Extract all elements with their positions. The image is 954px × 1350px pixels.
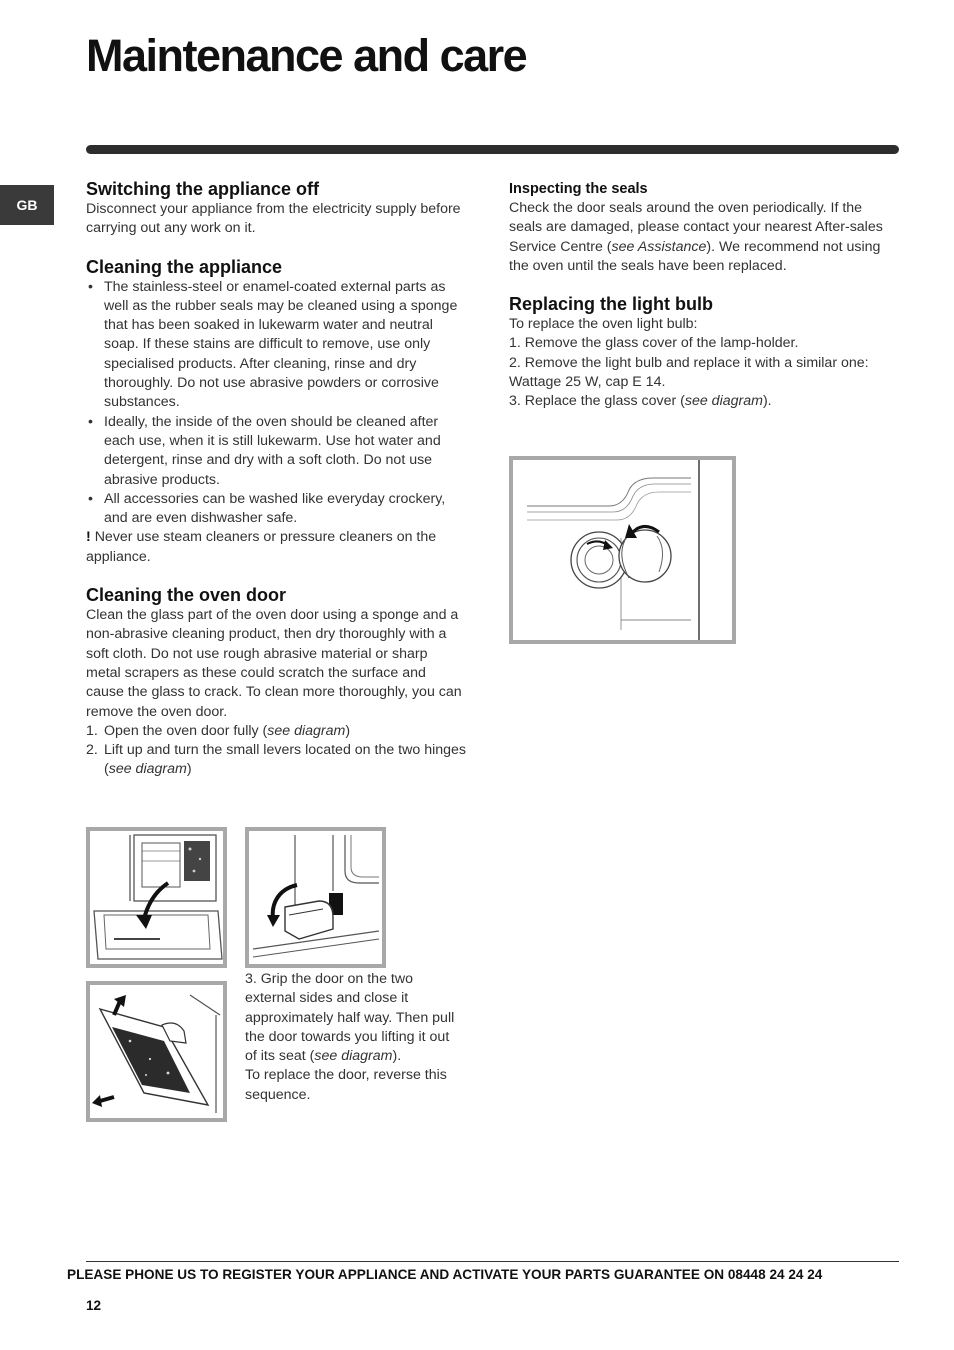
list-item-text: The stainless-steel or enamel-coated external parts as well as the rubber seals may be cleaned using a sponge that has been soaked in lukewarm water and neutral soap. If these stains are difficult to remove, use only specialised products. After cleaning, rinse and dry thoroughly. Do not use abrasive powders or corrosive substances.	[104, 278, 458, 411]
bullet-icon: •	[88, 490, 93, 507]
bullet-icon: •	[88, 278, 93, 295]
step-text: 3. Grip the door on the two external sides and close it approximately half way. Then pull the door towards you lifting it out of its seat (	[245, 971, 455, 1065]
bulb-step-2: 2. Remove the light bulb and replace it with a similar one: Wattage 25 W, cap E 14.	[509, 354, 869, 391]
section-text: Disconnect your appliance from the electricity supply before carrying out any work on it.	[86, 201, 461, 237]
text-part: ). We recommend not using the oven until the seals have been replaced.	[509, 238, 881, 274]
step-text: Lift up and turn the small levers located on the two hinges (	[104, 742, 466, 778]
language-tab: GB	[0, 185, 54, 225]
step-1	[86, 722, 466, 741]
section-text	[509, 199, 894, 276]
section-text: Clean the glass part of the oven door using a sponge and a non-abrasive cleaning product, then dry thoroughly with a soft cloth. Do not use rough abrasive material or sharp metal scrapers as these could scratch the surface and cause the glass to crack. To clean more thoroughly, you can remove the oven door.	[86, 607, 462, 720]
list-item	[86, 490, 466, 529]
section-heading: Switching the appliance off	[86, 179, 320, 199]
step-text-end: )	[345, 722, 351, 739]
section-heading: Inspecting the seals	[509, 181, 648, 197]
section-cleaning-door	[86, 584, 466, 780]
page-title: Maintenance and care	[86, 30, 527, 81]
diagram-reference: see diagram	[684, 393, 763, 410]
diagram-reference: see diagram	[108, 761, 187, 778]
section-light-bulb	[509, 293, 894, 411]
list-item	[86, 413, 466, 490]
list-item	[86, 278, 466, 413]
diagram-reference: see diagram	[267, 722, 346, 739]
step-text-end: ).	[392, 1048, 402, 1065]
list-item-text: Ideally, the inside of the oven should be cleaned after each use, when it is still lukewarm. Use hot water and detergent, rinse and dry with a soft cloth. Do not use abrasive products.	[104, 413, 441, 488]
bulb-intro: To replace the oven light bulb:	[509, 316, 698, 333]
section-heading: Cleaning the appliance	[86, 256, 283, 277]
open-door-illustration	[90, 831, 223, 964]
page-number: 12	[86, 1298, 102, 1313]
right-column	[509, 180, 894, 429]
section-switching-off	[86, 178, 466, 239]
text-part: Check the door seals around the oven periodically. If the seals are damaged, please contact your nearest After-sales Service Centre (	[509, 200, 883, 255]
step-3	[245, 970, 460, 1105]
left-column	[86, 178, 466, 797]
footer-divider	[86, 1261, 899, 1262]
text-part: ).	[762, 393, 772, 410]
section-inspecting-seals	[509, 180, 894, 276]
step-3-text	[245, 970, 460, 1066]
bulb-step-1: 1. Remove the glass cover of the lamp-holder.	[509, 335, 799, 352]
step-2	[86, 741, 466, 780]
bullet-icon: •	[88, 413, 93, 430]
section-cleaning-appliance	[86, 256, 466, 567]
remove-door-illustration	[90, 985, 223, 1118]
figure-light-bulb	[509, 456, 736, 644]
figure-remove-door	[86, 981, 227, 1122]
header-divider	[86, 145, 899, 154]
footer-guarantee-note: PLEASE PHONE US TO REGISTER YOUR APPLIANCE AND ACTIVATE YOUR PARTS GUARANTEE ON 08448 24 24 24	[67, 1267, 823, 1282]
step-number: 1.	[86, 722, 98, 739]
figure-hinge-lever	[245, 827, 386, 968]
warning-text: Never use steam cleaners or pressure cleaners on the appliance.	[86, 529, 437, 565]
warning-note	[86, 528, 466, 567]
step-3-after: To replace the door, reverse this sequence.	[245, 1067, 447, 1103]
diagram-reference: see diagram	[314, 1048, 393, 1065]
light-bulb-illustration	[513, 460, 732, 640]
step-number: 2.	[86, 742, 98, 759]
section-heading: Replacing the light bulb	[509, 294, 713, 315]
bulb-step-3	[509, 392, 894, 411]
list-item-text: All accessories can be washed like everyday crockery, and are even dishwasher safe.	[104, 490, 446, 527]
text-part: 3. Replace the glass cover (	[509, 393, 685, 410]
figure-open-door	[86, 827, 227, 968]
step-text: Open the oven door fully (	[104, 722, 268, 739]
assistance-reference: see Assistance	[611, 238, 707, 255]
hinge-lever-illustration	[249, 831, 382, 964]
section-heading: Cleaning the oven door	[86, 585, 287, 606]
warning-icon: !	[86, 529, 91, 546]
step-text-end: )	[186, 761, 192, 778]
